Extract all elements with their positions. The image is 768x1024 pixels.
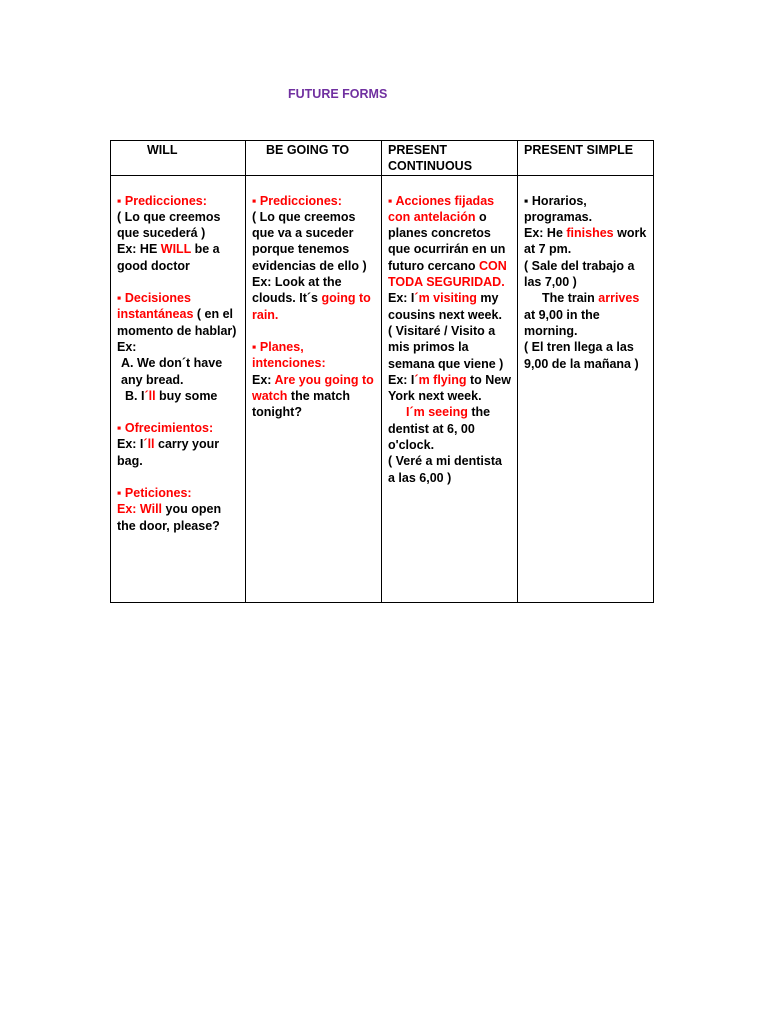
header-be-going-to: BE GOING TO [246,141,382,176]
future-forms-table [110,140,654,603]
going-predictions [252,193,375,323]
cont-example-3-note: ( Veré a mi dentista a las 6,00 ) [388,454,502,485]
going-plan-example: Ex: Are you going to watch the match tonight? [252,372,374,420]
will-dec-b: B. I´ll buy some [125,388,218,403]
cont-example-2: Ex: I´m flying to New York next week. [388,372,511,404]
simple-example-1-note: ( Sale del trabajo a las 7,00 ) [524,258,635,290]
simple-example-2-note: ( El tren llega a las 9,00 de la mañana ) [524,340,639,371]
going-plan-title: ▪ Planes, intenciones: [252,339,326,371]
will-predictions [117,193,239,274]
table-header-row [111,141,654,176]
will-offers [117,420,239,469]
simple-example-2: The train arrives at 9,00 in the morning. [524,291,640,338]
will-dec-title: ▪ Decisiones instantáneas ( en el momento de hablar) [117,291,237,338]
simple-example-1: Ex: He finishes work at 7 pm. [524,226,647,257]
will-dec-a: A. We don´t have any bread. [121,356,223,387]
cont-example-3: I´m seeing the dentist at 6, 00 o'clock. [388,405,491,453]
cell-present-continuous [382,175,518,602]
cont-example-1-note: ( Visitaré / Visito a mis primos la semana que viene ) [388,323,504,371]
will-pet-example: Ex: Will you open the door, please? [117,502,222,533]
will-pred-note: ( Lo que creemos que sucederá ) [117,209,221,241]
will-ofr-title: ▪ Ofrecimientos: [117,421,214,436]
going-pred-note: ( Lo que creemos que va a suceder porque tenemos evidencias de ello ) [252,209,367,273]
header-present-continuous: PRESENT CONTINUOUS [382,141,518,176]
will-pet-title: ▪ Peticiones: [117,486,192,501]
table-row [111,175,654,602]
header-will: WILL [111,141,246,176]
will-dec-ex: Ex: [117,339,137,354]
will-requests [117,485,239,534]
will-pred-example: Ex: HE WILL be a good doctor [117,242,220,273]
going-pred-example: Ex: Look at the clouds. It´s going to rain. [252,275,371,322]
header-present-simple: PRESENT SIMPLE [518,141,654,176]
will-decisions [117,290,239,404]
going-plans [252,339,375,420]
cont-description: ▪ Acciones fijadas con antelación o planes concretos que ocurrirán en un futuro cercano CON TODA SEGURIDAD. [388,193,507,290]
page-title: FUTURE FORMS [288,87,388,101]
cont-example-1: Ex: I´m visiting my cousins next week. [388,291,502,322]
will-ofr-example: Ex: I´ll carry your bag. [117,437,220,468]
going-pred-title: ▪ Predicciones: [252,193,342,208]
will-pred-title: ▪ Predicciones: [117,193,207,208]
cell-be-going-to [246,175,382,602]
simple-title: ▪ Horarios, programas. [524,193,593,224]
cell-present-simple [518,175,654,602]
cell-will [111,175,246,602]
